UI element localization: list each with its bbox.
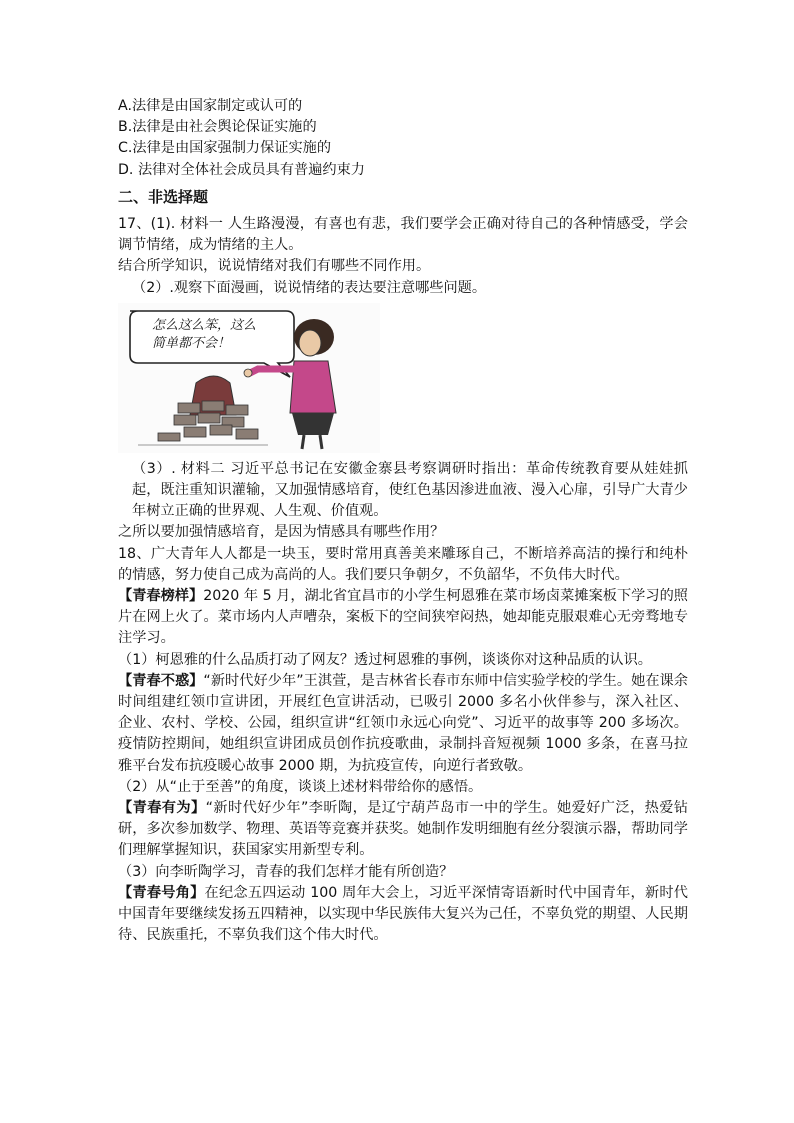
section-tag: 【青春号角】 — [118, 884, 205, 901]
option-b: B.法律是由社会舆论保证实施的 — [118, 119, 317, 136]
q18-question-3: （3）向李昕陶学习，青春的我们怎样才能有所创造？ — [118, 863, 454, 880]
option-a: A.法律是由国家制定或认可的 — [118, 98, 303, 114]
q17-part1-question: 结合所学知识，说说情绪对我们有哪些不同作用。 — [118, 258, 431, 275]
section-tag: 【青春榜样】 — [118, 588, 204, 605]
option-d: D. 法律对全体社会成员具有普遍约束力 — [118, 161, 365, 178]
option-c: C.法律是由国家强制力保证实施的 — [118, 140, 332, 157]
q18-material-4 — [118, 883, 688, 947]
q17-part1-material: 17、(1). 材料一 人生路漫漫，有喜也有悲，我们要学会正确对待自己的各种情感受，学会调节情绪，成为情绪的主人。 — [118, 216, 688, 254]
material-text: “新时代好少年”李昕陶，是辽宁葫芦岛市一中的学生。她爱好广泛，热爱钻研，多次参加数学、物理、英语等竞赛并获奖。她制作发明细胞有丝分裂演示器，帮助同学们理解掌握知识，获国家实用新型专利。 — [118, 800, 688, 859]
section-tag: 【青春不惑】 — [118, 672, 204, 689]
q18-question-2: （2）从“止于至善”的角度，谈谈上述材料带给你的感悟。 — [118, 778, 483, 795]
material-text: “新时代好少年”王淇萱，是吉林省长春市东师中信实验学校的学生。她在课余时间组建红领巾宣讲团，开展红色宣讲活动，已吸引 2000 多名小伙伴参与，深入社区、企业、农村、学校、公园，组织宣讲“红领巾永远心向党”、习近平的故事等 200 多场次。疫情防控期间，她组织宣讲团成员创作抗疫歌曲，录制抖音短视频 1000 多条，在喜马拉雅平台发布抗疫暖心故事 2000 期，为抗疫宣传，向逆行者致敬。 — [118, 672, 688, 774]
cartoon-speech-bubble: 怎么这么笨，这么简单都不会！ — [152, 317, 257, 351]
q18-intro: 18、广大青年人人都是一块玉，要时常用真善美来雕琢自己，不断培养高洁的操行和纯朴的情感，努力使自己成为高尚的人。我们要只争朝夕，不负韶华，不负伟大时代。 — [118, 545, 688, 583]
q17-part3-material: （3）. 材料二 习近平总书记在安徽金寨县考察调研时指出：革命传统教育要从娃娃抓起，既注重知识灌输，又加强情感培育，使红色基因渗进血液、漫入心扉，引导广大青少年树立正确的世界观、人生观、价值观。 — [132, 460, 688, 520]
section-tag: 【青春有为】 — [118, 800, 206, 817]
q18-question-1: （1）柯恩雅的什么品质打动了网友？透过柯恩雅的事例，谈谈你对这种品质的认识。 — [118, 651, 652, 668]
document-page — [118, 96, 688, 947]
q17-part3-question: 之所以要加强情感培育，是因为情感具有哪些作用？ — [118, 524, 445, 541]
material-text: 在纪念五四运动 100 周年大会上，习近平深情寄语新时代中国青年，新时代中国青年要继续发扬五四精神，以实现中华民族伟大复兴为己任，不辜负党的期望、人民期待、民族重托，不辜负我们这个伟大时代。 — [118, 884, 688, 944]
q17-part2-question: （2）.观察下面漫画，说说情绪的表达要注意哪些问题。 — [132, 279, 487, 296]
q18-material-1 — [118, 586, 688, 650]
q18-material-2 — [118, 671, 688, 777]
q18-material-3 — [118, 798, 688, 862]
section-title: 二、非选择题 — [118, 187, 209, 206]
cartoon-illustration — [118, 303, 380, 453]
material-text: 2020 年 5 月，湖北省宜昌市的小学生柯恩雅在菜市场卤菜摊案板下学习的照片在网上火了。菜市场内人声嘈杂，案板下的空间狭窄闷热，她却能克服艰难心无旁骛地专注学习。 — [118, 588, 688, 647]
